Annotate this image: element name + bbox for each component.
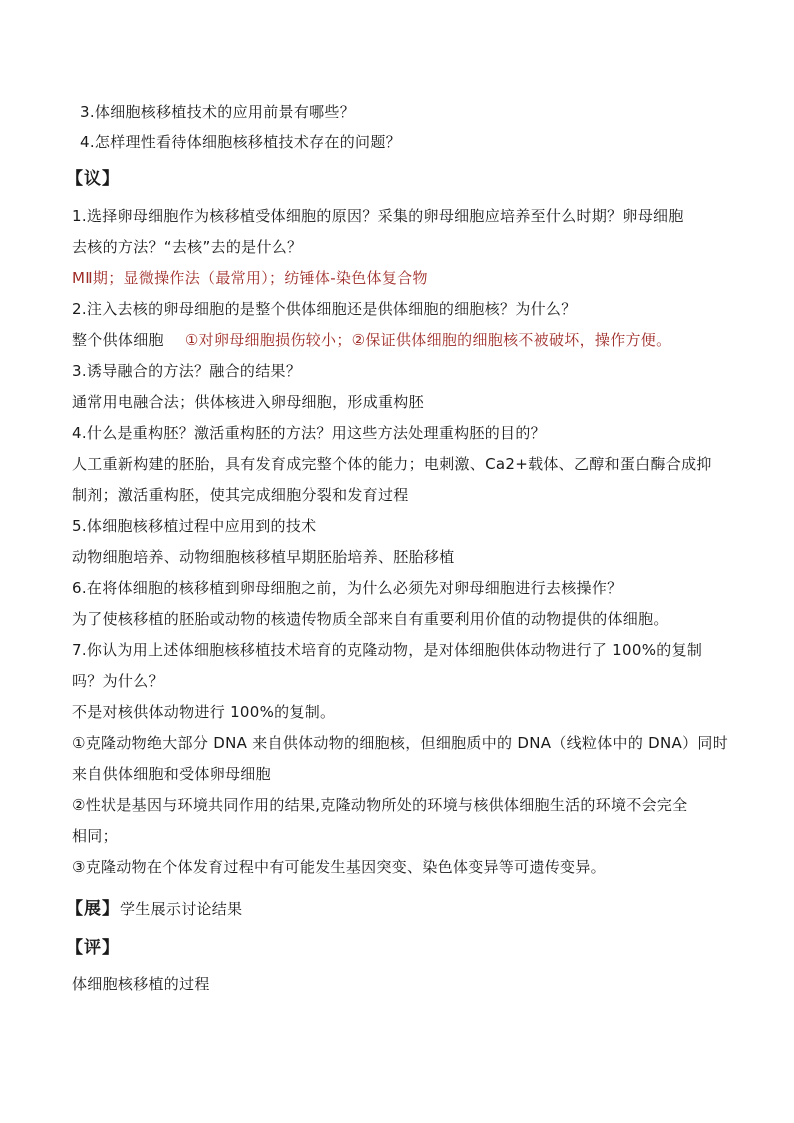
yi-a7-p2-line2: 相同； — [72, 827, 118, 845]
yi-q5: 5.体细胞核移植过程中应用到的技术 — [72, 517, 317, 535]
yi-a6: 为了使核移植的胚胎或动物的核遗传物质全部来自有重要利用价值的动物提供的体细胞。 — [72, 610, 669, 628]
section-zhan-heading: 【展】 — [66, 899, 120, 919]
yi-a2-part2: ①对卵母细胞损伤较小；②保证供体细胞的细胞核不被破坏，操作方便。 — [184, 331, 672, 349]
section-ping-heading: 【评】 — [66, 938, 120, 958]
yi-q3: 3.诱导融合的方法？融合的结果？ — [72, 362, 302, 380]
yi-q7-line1: 7.你认为用上述体细胞核移植技术培育的克隆动物，是对体细胞供体动物进行了 100%的复制 — [72, 641, 703, 659]
section-zhan — [66, 898, 242, 920]
question-3-top: 3.体细胞核移植技术的应用前景有哪些？ — [80, 103, 356, 121]
section-ping-text: 体细胞核移植的过程 — [72, 975, 210, 993]
yi-a5: 动物细胞培养、动物细胞核移植早期胚胎培养、胚胎移植 — [72, 548, 455, 566]
yi-q4: 4.什么是重构胚？激活重构胚的方法？用这些方法处理重构胚的目的？ — [72, 424, 546, 442]
yi-a7-p1-line1: ①克隆动物绝大部分 DNA 来自供体动物的细胞核，但细胞质中的 DNA（线粒体中的 DNA）同时 — [72, 734, 729, 752]
yi-a2 — [72, 329, 671, 351]
yi-q2: 2.注入去核的卵母细胞的是整个供体细胞还是供体细胞的细胞核？为什么？ — [72, 300, 577, 318]
yi-a4-line1: 人工重新构建的胚胎，具有发育成完整个体的能力；电刺激、Ca2+载体、乙醇和蛋白酶合成抑 — [72, 455, 712, 473]
yi-q1-line1: 1.选择卵母细胞作为核移植受体细胞的原因？采集的卵母细胞应培养至什么时期？卵母细胞 — [72, 207, 684, 225]
yi-a7-p2-line1: ②性状是基因与环境共同作用的结果,克隆动物所处的环境与核供体细胞生活的环境不会完全 — [72, 796, 688, 814]
question-4-top: 4.怎样理性看待体细胞核移植技术存在的问题？ — [80, 133, 401, 151]
yi-q6: 6.在将体细胞的核移植到卵母细胞之前，为什么必须先对卵母细胞进行去核操作？ — [72, 579, 623, 597]
yi-a7-p3: ③克隆动物在个体发育过程中有可能发生基因突变、染色体变异等可遗传变异。 — [72, 858, 606, 876]
yi-a7-p1-line2: 来自供体细胞和受体卵母细胞 — [72, 765, 271, 783]
yi-q1-line2: 去核的方法？“去核”去的是什么？ — [72, 238, 303, 256]
yi-a2-part1: 整个供体细胞 — [72, 331, 164, 349]
yi-a4-line2: 制剂；激活重构胚，使其完成细胞分裂和发育过程 — [72, 486, 409, 504]
yi-a1: MⅡ期；显微操作法（最常用）；纺锤体-染色体复合物 — [72, 269, 428, 287]
yi-a3: 通常用电融合法；供体核进入卵母细胞，形成重构胚 — [72, 393, 424, 411]
section-zhan-text: 学生展示讨论结果 — [120, 900, 243, 918]
section-yi-heading: 【议】 — [66, 169, 120, 189]
yi-a7-line1: 不是对核供体动物进行 100%的复制。 — [72, 703, 336, 721]
yi-q7-line2: 吗？为什么？ — [72, 672, 164, 690]
